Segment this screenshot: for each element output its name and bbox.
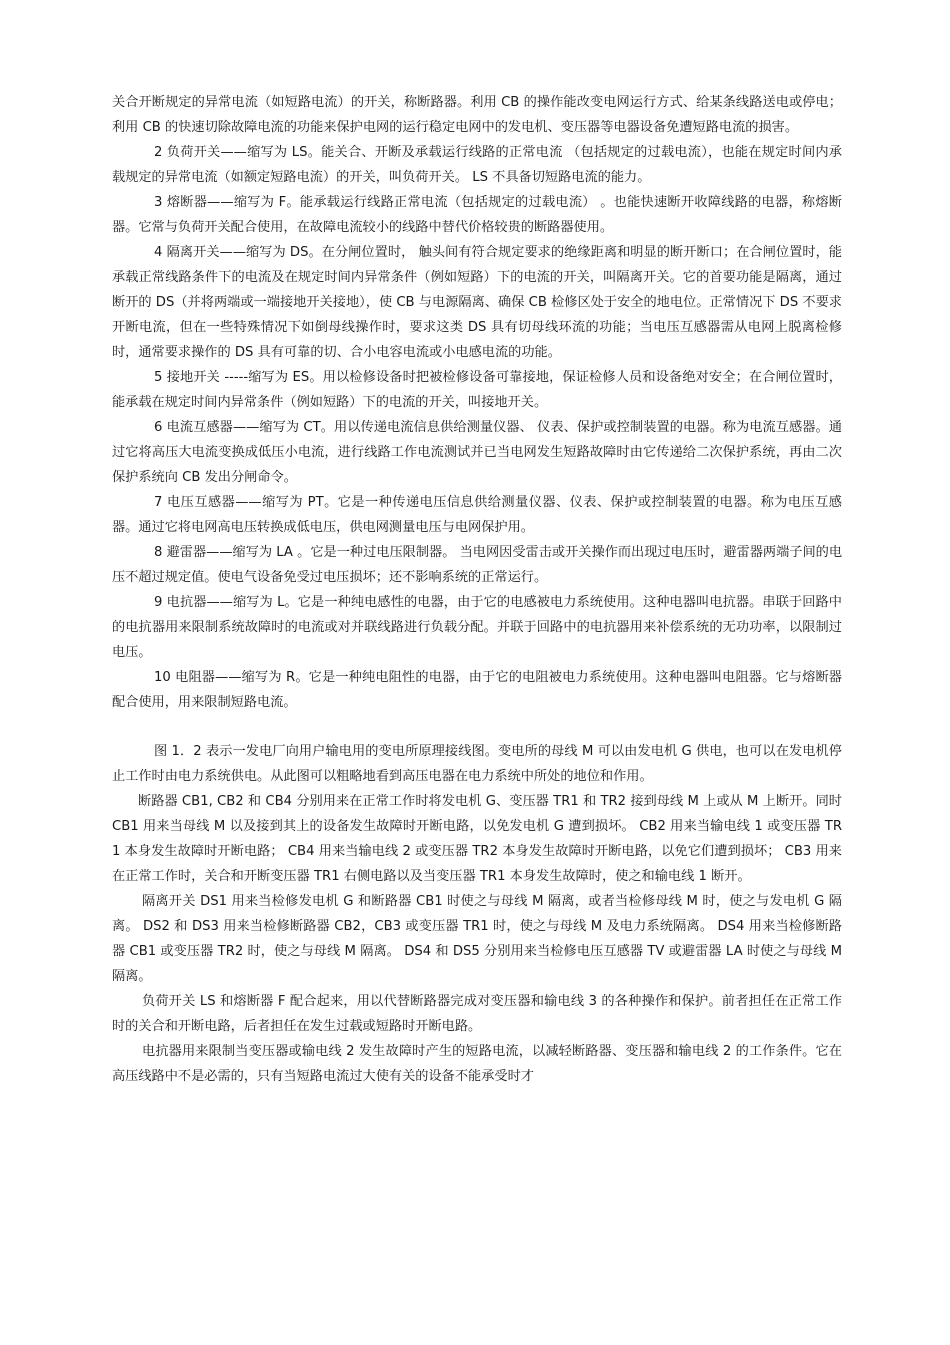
paragraph-gap [112, 715, 842, 739]
document-body [112, 90, 842, 1089]
paragraph-figure-description: 图 1．2 表示一发电厂向用户输电用的变电所原理接线图。变电所的母线 M 可以由发电机 G 供电，也可以在发电机停止工作时由电力系统供电。从此图可以粗略地看到高压电器在电力系统中所处的地位和作用。 [112, 744, 842, 784]
paragraph-surge-arrester: 8 避雷器——缩写为 LA 。它是一种过电压限制器。 当电网因受雷击或开关操作而出现过电压时，避雷器两端子间的电压不超过规定值。使电气设备免受过电压损坏；还不影响系统的正常运行。 [112, 545, 843, 585]
paragraph-reactor: 9 电抗器——缩写为 L。它是一种纯电感性的电器，由于它的电感被电力系统使用。这种电器叫电抗器。串联于回路中的电抗器用来限制系统故障时的电流或对并联线路进行负载分配。并联于回路中的电抗器用来补偿系统的无功功率，以限制过电压。 [112, 595, 842, 660]
paragraph-voltage-transformer: 7 电压互感器——缩写为 PT。它是一种传递电压信息供给测量仪器、仪表、保护或控制装置的电器。称为电压互感器。通过它将电网高电压转换成低电压，供电网测量电压与电网保护用。 [112, 495, 842, 535]
paragraph-earthing-switch: 5 接地开关 -----缩写为 ES。用以检修设备时把被检修设备可靠接地，保证检修人员和设备绝对安全；在合闸位置时，能承载在规定时间内异常条件（例如短路）下的电流的开关，叫接地开关。 [112, 370, 842, 410]
paragraph-resistor: 10 电阻器——缩写为 R。它是一种纯电阻性的电器，由于它的电阻被电力系统使用。这种电器叫电阻器。它与熔断器配合使用，用来限制短路电流。 [112, 670, 842, 710]
paragraph-load-switch-fuse-role: 负荷开关 LS 和熔断器 F 配合起来，用以代替断路器完成对变压器和输电线 3 的各种操作和保护。前者担任在正常工作时的关合和开断电路，后者担任在发生过载或短路时开断电路。 [112, 994, 842, 1034]
paragraph-breakers-role: 断路器 CB1, CB2 和 CB4 分别用来在正常工作时将发电机 G、变压器 TR1 和 TR2 接到母线 M 上或从 M 上断开。同时 CB1 用来当母线 M 以及接到其上的设备发生故障时开断电路，以免发电机 G 遭到损坏。 CB2 用来当输电线 1 或变压器 TR1 本身发生故障时开断电路； CB4 用来当输电线 2 或变压器 TR2 本身发生故障时开断电路，以免它们遭到损坏； CB3 用来在正常工作时，关合和开断变压器 TR1 右侧电路以及当变压器 TR1 本身发生故障时，使之和输电线 1 断开。 [112, 794, 842, 884]
paragraph-fuse: 3 熔断器——缩写为 F。能承载运行线路正常电流（包括规定的过载电流） 。也能快速断开收障线路的电器，称熔断器。它常与负荷开关配合使用，在故障电流较小的线路中替代价格较贵的断路器使用。 [112, 195, 842, 235]
paragraph-circuit-breaker-continued: 关合开断规定的异常电流（如短路电流）的开关，称断路器。利用 CB 的操作能改变电网运行方式、给某条线路送电或停电；利用 CB 的快速切除故障电流的功能来保护电网的运行稳定电网中的发电机、变压器等电器设备免遭短路电流的损害。 [112, 95, 842, 135]
paragraph-current-transformer: 6 电流互感器——缩写为 CT。用以传递电流信息供给测量仪器、 仪表、保护或控制装置的电器。称为电流互感器。通过它将高压大电流变换成低压小电流，进行线路工作电流测试并已当电网发生短路故障时由它传递给二次保护系统，再由二次保护系统向 CB 发出分闸命令。 [112, 420, 842, 485]
paragraph-disconnectors-role: 隔离开关 DS1 用来当检修发电机 G 和断路器 CB1 时使之与母线 M 隔离，或者当检修母线 M 时，使之与发电机 G 隔离。 DS2 和 DS3 用来当检修断路器 CB2，CB3 或变压器 TR1 时，使之与母线 M 及电力系统隔离。 DS4 用来当检修断路器 CB1 或变压器 TR2 时，使之与母线 M 隔离。 DS4 和 DS5 分别用来当检修电压互感器 TV 或避雷器 LA 时使之与母线 M 隔离。 [112, 894, 842, 984]
paragraph-disconnect-switch: 4 隔离开关——缩写为 DS。在分闸位置时， 触头间有符合规定要求的绝缘距离和明显的断开断口；在合闸位置时，能承载正常线路条件下的电流及在规定时间内异常条件（例如短路）下的电流的开关，叫隔离开关。它的首要功能是隔离，通过断开的 DS（并将两端或一端接地开关接地），使 CB 与电源隔离、确保 CB 检修区处于安全的地电位。正常情况下 DS 不要求开断电流，但在一些特殊情况下如倒母线操作时，要求这类 DS 具有切母线环流的功能；当电压互感器需从电网上脱离检修时，通常要求操作的 DS 具有可靠的切、合小电容电流或小电感电流的功能。 [112, 245, 842, 360]
paragraph-load-switch: 2 负荷开关——缩写为 LS。能关合、开断及承载运行线路的正常电流 （包括规定的过载电流），也能在规定时间内承载规定的异常电流（如额定短路电流）的开关，叫负荷开关。 LS 不具备切短路电流的能力。 [112, 145, 842, 185]
paragraph-reactor-role: 电抗器用来限制当变压器或输电线 2 发生故障时产生的短路电流，以减轻断路器、变压器和输电线 2 的工作条件。它在高压线路中不是必需的，只有当短路电流过大使有关的设备不能承受时才 [112, 1044, 842, 1084]
